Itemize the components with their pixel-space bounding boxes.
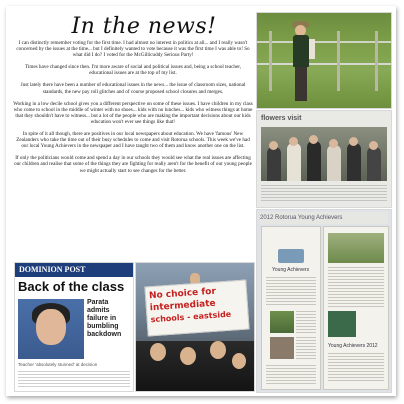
- person: [307, 141, 321, 181]
- front-page-photo: [18, 299, 84, 359]
- photo-caption: Teacher 'absolutely stunned' at decision: [18, 362, 98, 367]
- paragraph: Just lately there have been a number of educational issues in the news... the issue of classroom sizes, national standards, the new pay roll glitches and of course proposed school closures and merges.: [20, 82, 246, 95]
- legs: [295, 67, 307, 101]
- text-lines: [296, 311, 316, 333]
- fence-rail: [257, 41, 391, 43]
- text-lines: [266, 277, 316, 307]
- newspaper-text-columns: [18, 371, 130, 389]
- person: [327, 145, 341, 181]
- side-headline-line: admits: [87, 307, 110, 314]
- column-title: Young Achievers 2012: [328, 343, 378, 349]
- article-text: [13, 40, 253, 180]
- paragraph: Times have changed since then. I'm more aware of social and political issues and, being a school teacher, educational issues are at the top of my list.: [24, 64, 242, 77]
- text-lines: [328, 267, 384, 307]
- paragraph: I can distinctly remember voting for the first time. I had almost no interest in politics at all... and I really wasn't concerned by the issues at the time... but I definitely wanted to vote because it was the first time I was able to! So what did I do? I voted for the McGillicuddy Serious Party!: [16, 40, 250, 59]
- torso: [293, 35, 309, 67]
- face: [349, 137, 358, 146]
- child-face: [232, 353, 246, 369]
- text-lines: [266, 365, 316, 385]
- sign-text-line: No choice for: [148, 286, 217, 302]
- sign-text-line: schools - eastside: [150, 309, 232, 325]
- logo: [278, 249, 304, 263]
- photo-flowers-visit-clipping: [256, 110, 392, 208]
- paragraph: In spite of it all though, there are positives in our local newspapers about education. We have 'famous' New Zealanders who take the time out of their busy schedules to come and visit Rotorua schools. This week we've had our local Young Achievers in the newspaper and I have taught two of them and know another one on the list.: [16, 131, 250, 150]
- clipping-column: [261, 226, 321, 390]
- face: [289, 137, 298, 146]
- person: [367, 147, 381, 181]
- child-face: [150, 343, 166, 361]
- fence-post: [375, 31, 378, 91]
- page-title: In the news!: [71, 14, 217, 39]
- paragraph: Working in a low decile school gives you a different perspective on some of these issues. I have children in my class who come to school in the middle of winter with no shoes... kids with no lunches... kids who witness things at home that they shouldn't have to witness... but a lot of the people who are making the important decisions about our kids education won't ever see things like that!: [13, 100, 253, 125]
- protest-sign: [144, 280, 249, 337]
- clipping-column: [323, 226, 389, 390]
- thumbnail: [328, 311, 356, 337]
- thumbnail: [328, 233, 384, 263]
- child-face: [210, 341, 226, 359]
- side-headline-line: failure in: [87, 315, 117, 322]
- side-headline-line: bumbling: [87, 323, 119, 330]
- clipping-heading: flowers visit: [261, 115, 302, 122]
- column-title: Young Achievers: [272, 267, 310, 273]
- face: [269, 141, 278, 150]
- text-lines: [296, 337, 316, 359]
- group-photo: [261, 127, 387, 181]
- sign-text-line: intermediate: [149, 298, 216, 314]
- sleeve: [309, 39, 315, 59]
- side-headline: [87, 299, 130, 359]
- photo-dominion-post-front-page: [14, 262, 134, 392]
- person: [267, 147, 281, 181]
- photo-young-achievers-clipping: [256, 209, 392, 393]
- paragraph: If only the politicians would come and spend a day in our schools they would see what the real issues are affecting our children and realise that some of the things they are fighting for really aren't for the benefit of our young people we might actually start to see changes for the better.: [14, 155, 252, 174]
- clipping-text-columns: [261, 185, 387, 203]
- fence-post: [337, 31, 340, 91]
- scrapbook-page: [6, 6, 396, 396]
- face: [329, 139, 338, 148]
- side-headline-line: backdown: [87, 331, 122, 338]
- newspaper-masthead: DOMINION POST: [15, 263, 134, 277]
- person: [347, 143, 361, 181]
- fence-rail: [257, 63, 391, 65]
- photo-protest-sign: [135, 262, 255, 392]
- person: [287, 143, 301, 181]
- thumbnail: [270, 337, 294, 359]
- child-face: [180, 347, 196, 365]
- thumbnail: [270, 311, 294, 333]
- face: [36, 309, 66, 345]
- face: [369, 141, 378, 150]
- fence-post: [269, 31, 272, 91]
- face: [309, 135, 318, 144]
- photo-man-in-field: [256, 12, 392, 109]
- text-lines: [328, 353, 384, 383]
- side-headline-line: Parata: [87, 299, 109, 306]
- clipping-heading: 2012 Rotorua Young Achievers: [260, 212, 388, 224]
- newspaper-headline: Back of the class: [18, 279, 125, 294]
